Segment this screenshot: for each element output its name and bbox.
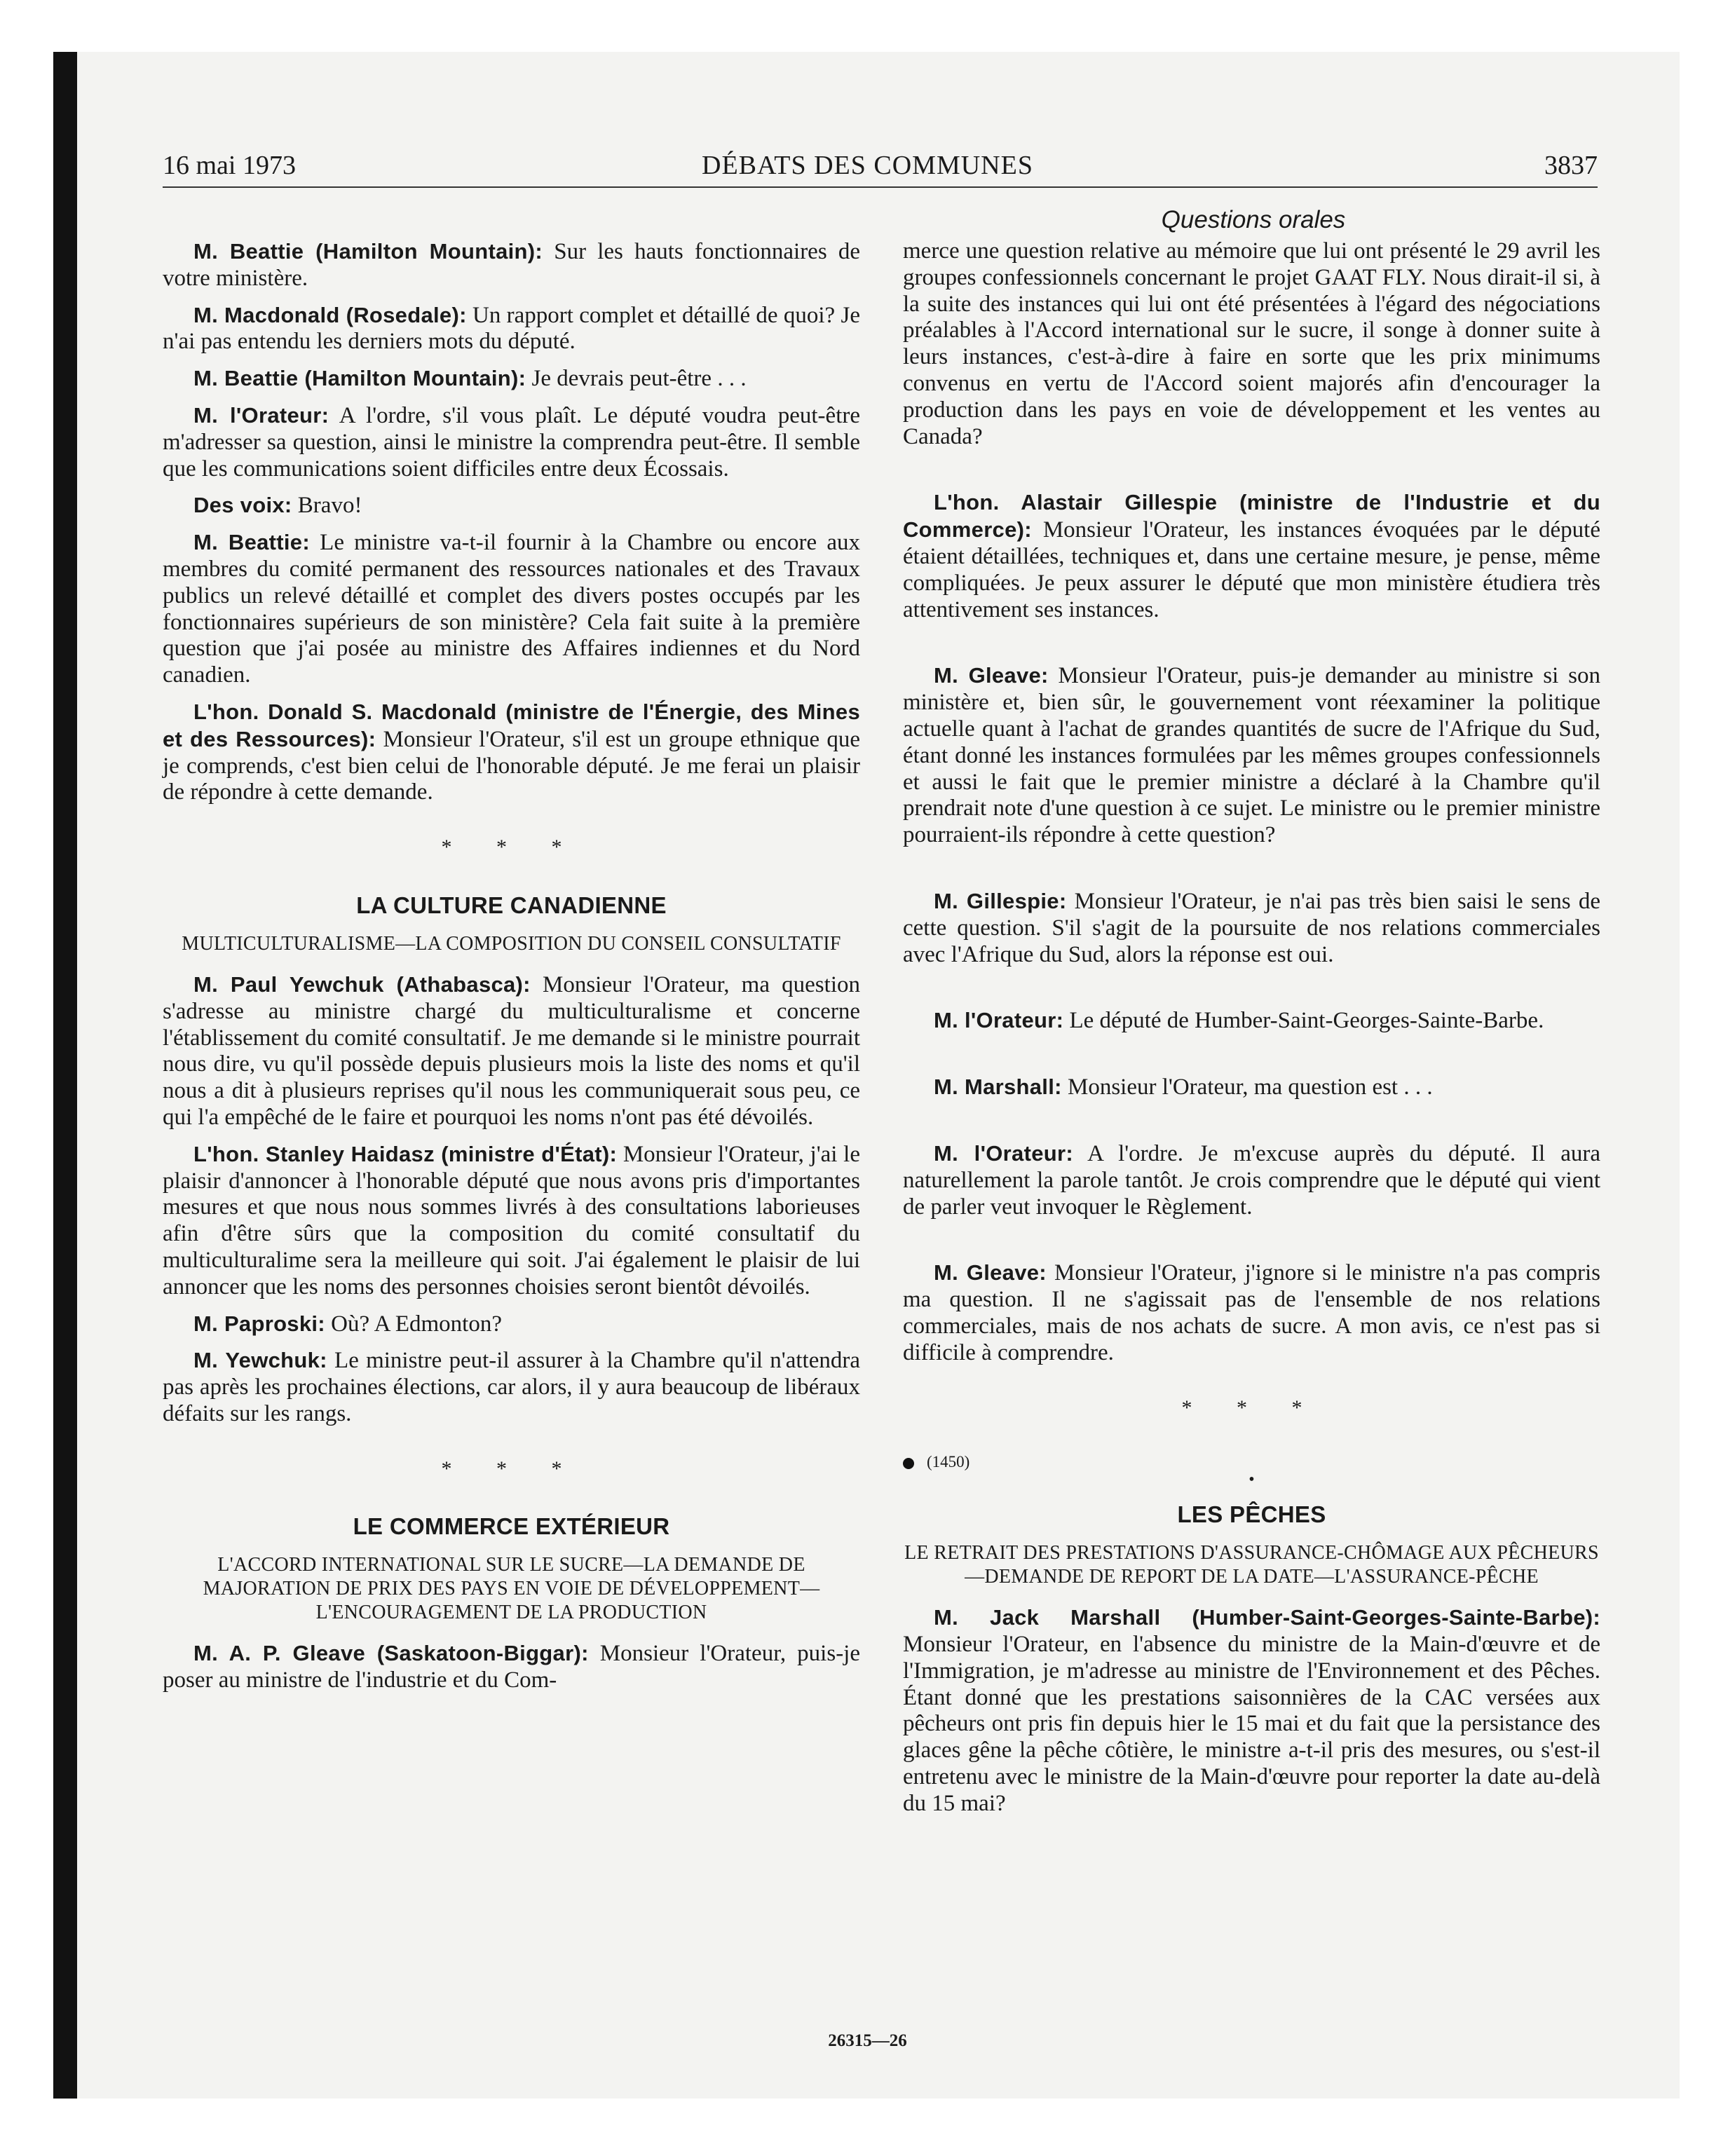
speaker-name: M. Beattie (Hamilton Mountain): [193,239,543,264]
speaker-name: L'hon. Alastair Gillespie (ministre de l'Industrie et du Commerce): [903,490,1600,543]
footer-folio: 26315—26 [828,2031,907,2050]
paragraph [903,489,1600,623]
header-rule [163,186,1598,188]
speaker-name: M. l'Orateur: [934,1140,1073,1166]
paragraph [903,662,1600,849]
speaker-name: M. Yewchuk: [193,1348,327,1373]
speech-text: Le député de Humber-Saint-Georges-Sainte-Barbe. [1063,1008,1544,1034]
speech-text: Monsieur l'Orateur, j'ignore si le ministre n'a pas compris ma question. Il ne s'agissait pas de l'ensemble de nos relations commerciales, mais de nos achats de sucre. A mon avis, ce n'est pas si difficile à comprendre. [903,1260,1600,1365]
speech-text: Où? A Edmonton? [325,1311,502,1337]
paragraph [163,238,860,292]
speaker-name: M. Paproski: [193,1311,325,1336]
speaker-name: M. Gleave: [934,663,1049,688]
speech-text: Monsieur l'Orateur, j'ai le plaisir d'annoncer à l'honorable député que nous avons pris d'importantes mesures et que nous nous sommes livrés à des consultations laborieuses afin d'être sûrs que la composition du comité consultatif du multiculturalime sera la meilleure qui soit. J'ai également le plaisir de lui annoncer que les noms des personnes choisies seront bientôt dévoilés. [163,1141,860,1299]
speaker-name: L'hon. Donald S. Macdonald (ministre de l'Énergie, des Mines et des Ressources): [163,699,860,751]
header-date: 16 mai 1973 [163,151,296,180]
section-heading: LA CULTURE CANADIENNE [356,892,667,918]
time-marker-text: (1450) [927,1453,970,1471]
header-title: DÉBATS DES COMMUNES [702,151,1033,180]
speaker-name: Des voix: [193,493,292,518]
binding-edge [53,52,77,2099]
paragraph [903,1260,1600,1366]
bullet-icon [903,1458,914,1469]
speech-text: Monsieur l'Orateur, s'il est un groupe ethnique que je comprends, c'est bien celui de l'honorable député. Je me ferai un plaisir de répondre à cette demande. [163,726,860,805]
paragraph [163,302,860,356]
speech-text: Bravo! [292,493,362,519]
paragraph [163,699,860,806]
speech-text: Un rapport complet et détaillé de quoi? Je n'ai pas entendu les derniers mots du député. [163,302,860,355]
section-subheading: L'ACCORD INTERNATIONAL SUR LE SUCRE—LA DEMANDE DE MAJORATION DE PRIX DES PAYS EN VOIE DE DÉVELOPPEMENT—L'ENCOURAGEMENT DE LA PRODUCTION [203,1554,820,1624]
section-heading: LES PÊCHES [1177,1501,1326,1528]
left-column [163,238,860,1704]
paragraph [163,1347,860,1427]
speech-text: Je devrais peut-être . . . [526,366,747,392]
speech-text: Monsieur l'Orateur, les instances évoquées par le député étaient détaillées, techniques et, dans une certaine mesure, je pense, même compliquées. Je peux assurer le député que mon ministère étudiera très attentivement ses instances. [903,517,1600,622]
speaker-name: M. Marshall: [934,1074,1062,1100]
section-subheading: LE RETRAIT DES PRESTATIONS D'ASSURANCE-CHÔMAGE AUX PÊCHEURS—DEMANDE DE REPORT DE LA DATE—L'ASSURANCE-PÊCHE [904,1542,1599,1588]
speech-text: Le ministre va-t-il fournir à la Chambre ou encore aux membres du comité permanent des ressources nationales et des Travaux publics un relevé détaillé et complet des divers postes occupés par les fonctionnaires supérieurs de son ministère? Cela fait suite à la première question que j'ai posée au ministre des Affaires indiennes et du Nord canadien. [163,530,861,688]
speech-text: Monsieur l'Orateur, ma question est . . . [1061,1074,1433,1100]
paragraph [163,1640,860,1694]
paragraph [903,1604,1600,1817]
speaker-name: M. Paul Yewchuk (Athabasca): [193,971,531,997]
speech-text: Le ministre peut-il assurer à la Chambre qu'il n'attendra pas après les prochaines élections, car alors, il y aura beaucoup de libéraux défaits sur les rangs. [163,1348,860,1426]
paragraph [163,971,860,1131]
paragraph [163,1141,860,1301]
paragraph [163,365,860,393]
speaker-name: M. Beattie (Hamilton Mountain): [193,366,526,391]
speaker-name: M. A. P. Gleave (Saskatoon-Biggar): [193,1641,589,1666]
header-page-number: 3837 [1544,151,1598,180]
section-heading: LE COMMERCE EXTÉRIEUR [353,1513,670,1540]
speaker-name: M. Gillespie: [934,888,1067,913]
paragraph [903,1140,1600,1220]
speaker-name: L'hon. Stanley Haidasz (ministre d'État): [193,1141,618,1166]
paragraph [903,238,1600,450]
section-separator-stars: * * * [1181,1396,1322,1419]
speaker-name: M. l'Orateur: [934,1008,1064,1033]
speech-text: Monsieur l'Orateur, puis-je demander au ministre si son ministère et, bien sûr, le gouvernement vont réexaminer la politique actuelle quant à l'achat de grandes quantités de sucre de l'Afrique du Sud, étant donné les instances formulées par les mêmes groupes confessionnels et aussi le fait que le premier ministre a déclaré à la Chambre qu'il prendrait note d'une question à ce sujet. Le ministre ou le premier ministre pourraient-ils répondre à cette question? [903,663,1601,848]
right-column [903,238,1600,1827]
speaker-name: M. Beattie: [193,530,310,555]
speech-text: merce une question relative au mémoire que lui ont présenté le 29 avril les groupes confessionnels concernant le projet GAAT FLY. Nous dirait-il si, à la suite des instances qui lui ont été présentées à l'égard des négociations préalables à l'Accord international sur le sucre, il songe à donner suite à leurs instances, c'est-à-dire à faire en sorte que les prix minimums convenus en vertu de l'Accord soient majorés afin d'encourager la production dans les pays en voie de développement et les ventes au Canada? [903,238,1600,449]
paragraph [903,1074,1600,1101]
paragraph [163,492,860,519]
section-separator-stars: * * * [441,1456,582,1480]
speaker-name: M. Jack Marshall (Humber-Saint-Georges-Sainte-Barbe): [934,1605,1600,1630]
speech-text: Monsieur l'Orateur, je n'ai pas très bien saisi le sens de cette question. S'il s'agit de la poursuite de nos relations commerciales avec l'Afrique du Sud, alors la réponse est oui. [903,888,1600,967]
section-separator-stars: * * * [441,835,582,859]
running-head: Questions orales [1161,206,1346,233]
speaker-name: M. l'Orateur: [193,402,329,428]
section-subheading: MULTICULTURALISME—LA COMPOSITION DU CONSEIL CONSULTATIF [182,932,841,955]
speaker-name: M. Gleave: [934,1260,1047,1285]
speech-text: A l'ordre, s'il vous plaît. Le député voudra peut-être m'adresser sa question, ainsi le ministre la comprendra peut-être. Il semble que les communications soient difficiles entre deux Écossais. [163,402,860,482]
paragraph [903,888,1600,968]
speech-text: Monsieur l'Orateur, puis-je poser au ministre de l'industrie et du Com- [163,1641,860,1693]
speech-text: A l'ordre. Je m'excuse auprès du député. Il aura naturellement la parole tantôt. Je crois comprendre que le député qui vient de parler veut invoquer le Règlement. [903,1140,1600,1220]
paragraph [163,529,860,689]
dot-separator: • [1248,1471,1255,1489]
paragraph [163,402,860,482]
speech-text: Sur les hauts fonctionnaires de votre ministère. [163,239,860,291]
speaker-name: M. Macdonald (Rosedale): [193,302,467,327]
speech-text: Monsieur l'Orateur, en l'absence du ministre de la Main-d'œuvre et de l'Immigration, je m'adresse au ministre de l'Environnement et des Pêches. Étant donné que les prestations saisonnières de la CAC versées aux pêcheurs ont pris fin depuis hier le 15 mai et du fait que la persistance des glaces gêne la pêche côtière, le ministre a-t-il pris des mesures, ou s'est-il entretenu avec le ministre de la Main-d'œuvre pour reporter la date au-delà du 15 mai? [903,1632,1600,1816]
paragraph [903,1007,1600,1035]
speech-text: Monsieur l'Orateur, ma question s'adresse au ministre chargé du multiculturalisme et concerne l'établissement du comité consultatif. Je me demande si le ministre pourrait nous dire, vu qu'il possède depuis plusieurs mois la liste des noms et qu'il nous a dit à plusieurs reprises qu'il nous les communiquerait sous peu, ce qui l'a empêché de le faire et pourquoi les noms n'ont pas été dévoilés. [163,971,860,1130]
paragraph [163,1311,860,1338]
time-marker [903,1452,1600,1473]
